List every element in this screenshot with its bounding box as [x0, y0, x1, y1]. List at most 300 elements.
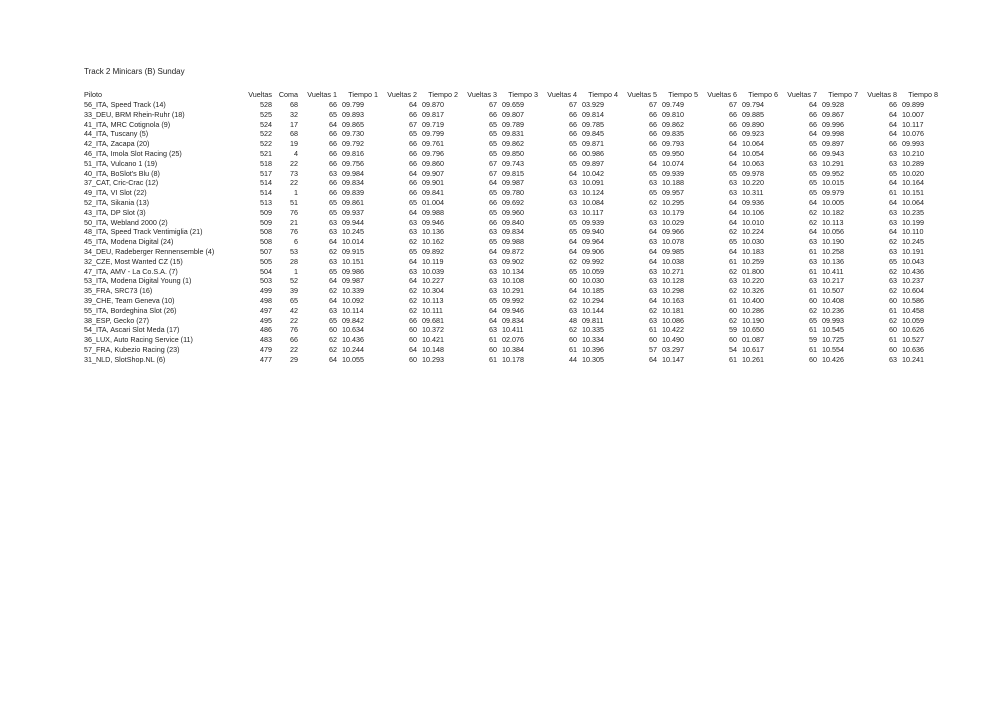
table-row [84, 267, 938, 277]
table-cell: 1 [294, 188, 298, 198]
table-cell: 10.078 [662, 237, 684, 247]
driver-name-cell: 32_CZE, Most Wanted CZ (15) [84, 256, 183, 266]
table-cell: 1 [294, 266, 298, 276]
table-cell: 10.294 [582, 295, 604, 305]
table-cell: 10.074 [662, 158, 684, 168]
table-cell: 09.986 [342, 266, 364, 276]
table-cell: 09.862 [502, 139, 524, 149]
table-cell: 64 [809, 197, 817, 207]
table-cell: 65 [809, 139, 817, 149]
table-cell: 66 [409, 109, 417, 119]
table-cell: 09.906 [582, 246, 604, 256]
table-cell: 22 [290, 315, 298, 325]
table-cell: 09.960 [502, 207, 524, 217]
driver-name-cell: 40_ITA, BoSlot's Blu (8) [84, 168, 160, 178]
table-cell: 60 [409, 335, 417, 345]
table-cell: 66 [569, 119, 577, 129]
table-cell: 66 [729, 109, 737, 119]
table-cell: 09.988 [502, 237, 524, 247]
table-cell: 64 [809, 227, 817, 237]
table-cell: 09.789 [502, 119, 524, 129]
table-cell: 10.064 [742, 139, 764, 149]
table-cell: 66 [729, 129, 737, 139]
table-cell: 66 [290, 335, 298, 345]
table-cell: 66 [489, 217, 497, 227]
table-cell: 09.944 [342, 217, 364, 227]
table-cell: 09.939 [662, 168, 684, 178]
table-cell: 09.814 [582, 109, 604, 119]
table-cell: 10.014 [342, 237, 364, 247]
table-cell: 10.326 [742, 286, 764, 296]
table-cell: 09.834 [502, 227, 524, 237]
table-cell: 63 [489, 276, 497, 286]
table-cell: 10.436 [902, 266, 924, 276]
table-cell: 63 [489, 325, 497, 335]
table-cell: 65 [489, 207, 497, 217]
table-cell: 09.865 [342, 119, 364, 129]
table-cell: 00.986 [582, 148, 604, 158]
table-cell: 62 [569, 256, 577, 266]
table-cell: 65 [649, 168, 657, 178]
table-cell: 66 [569, 148, 577, 158]
driver-name-cell: 39_CHE, Team Geneva (10) [84, 295, 175, 305]
table-row [84, 120, 938, 130]
column-header: Tiempo 1 [348, 90, 378, 99]
table-cell: 60 [569, 335, 577, 345]
table-cell: 65 [729, 168, 737, 178]
driver-name-cell: 42_ITA, Zacapa (20) [84, 139, 150, 149]
table-cell: 64 [649, 158, 657, 168]
table-cell: 10.291 [502, 286, 524, 296]
table-cell: 10.396 [582, 344, 604, 354]
table-row [84, 306, 938, 316]
table-cell: 02.076 [502, 335, 524, 345]
table-cell: 44 [569, 354, 577, 364]
table-cell: 09.940 [582, 227, 604, 237]
table-cell: 65 [889, 168, 897, 178]
table-cell: 63 [649, 315, 657, 325]
table-cell: 63 [489, 256, 497, 266]
table-cell: 09.780 [502, 188, 524, 198]
table-row [84, 198, 938, 208]
table-cell: 65 [290, 295, 298, 305]
table-cell: 10.220 [742, 276, 764, 286]
table-cell: 09.799 [422, 129, 444, 139]
table-row [84, 296, 938, 306]
table-cell: 09.992 [582, 256, 604, 266]
table-cell: 10.059 [582, 266, 604, 276]
table-cell: 09.785 [582, 119, 604, 129]
table-row [84, 100, 938, 110]
table-cell: 64 [329, 119, 337, 129]
table-cell: 09.897 [582, 158, 604, 168]
column-header: Coma [278, 90, 298, 99]
table-cell: 65 [569, 227, 577, 237]
table-cell: 10.411 [502, 325, 524, 335]
table-cell: 10.245 [902, 237, 924, 247]
table-cell: 10.059 [902, 315, 924, 325]
table-cell: 10.241 [902, 354, 924, 364]
table-cell: 61 [729, 295, 737, 305]
table-cell: 63 [889, 354, 897, 364]
table-row [84, 139, 938, 149]
table-cell: 64 [409, 168, 417, 178]
table-cell: 10.007 [902, 109, 924, 119]
table-cell: 60 [809, 295, 817, 305]
table-cell: 09.939 [582, 217, 604, 227]
table-cell: 09.936 [742, 197, 764, 207]
table-cell: 10.304 [422, 286, 444, 296]
table-cell: 63 [649, 266, 657, 276]
table-cell: 10.545 [822, 325, 844, 335]
table-row [84, 129, 938, 139]
table-cell: 10.190 [822, 237, 844, 247]
table-cell: 10.191 [902, 246, 924, 256]
table-cell: 09.952 [822, 168, 844, 178]
table-cell: 63 [809, 158, 817, 168]
table-cell: 10.163 [662, 295, 684, 305]
table-cell: 59 [729, 325, 737, 335]
table-cell: 01.800 [742, 266, 764, 276]
table-cell: 09.978 [742, 168, 764, 178]
driver-name-cell: 57_FRA, Kubezio Racing (23) [84, 344, 180, 354]
table-cell: 61 [809, 325, 817, 335]
table-cell: 65 [329, 197, 337, 207]
table-cell: 66 [409, 188, 417, 198]
column-header: Tiempo 4 [588, 90, 618, 99]
table-cell: 68 [290, 129, 298, 139]
table-cell: 10.188 [662, 178, 684, 188]
table-cell: 66 [649, 139, 657, 149]
column-header: Piloto [84, 90, 102, 99]
table-cell: 64 [409, 344, 417, 354]
table-cell: 09.907 [422, 168, 444, 178]
table-cell: 62 [729, 286, 737, 296]
table-cell: 63 [489, 286, 497, 296]
table-cell: 63 [809, 256, 817, 266]
table-cell: 64 [409, 100, 417, 109]
table-cell: 10.134 [502, 266, 524, 276]
table-cell: 10.148 [422, 344, 444, 354]
table-cell: 63 [649, 286, 657, 296]
table-cell: 67 [729, 100, 737, 109]
table-row [84, 178, 938, 188]
driver-name-cell: 53_ITA, Modena Digital Young (1) [84, 276, 192, 286]
table-cell: 09.998 [822, 129, 844, 139]
table-cell: 61 [569, 344, 577, 354]
table-cell: 60 [409, 354, 417, 364]
table-cell: 10.091 [582, 178, 604, 188]
table-cell: 21 [290, 217, 298, 227]
column-header: Tiempo 3 [508, 90, 538, 99]
table-cell: 63 [569, 178, 577, 188]
table-cell: 10.408 [822, 295, 844, 305]
table-cell: 09.937 [342, 207, 364, 217]
table-cell: 10.043 [902, 256, 924, 266]
table-cell: 10.372 [422, 325, 444, 335]
table-cell: 76 [290, 207, 298, 217]
table-cell: 495 [260, 315, 272, 325]
table-cell: 66 [409, 139, 417, 149]
table-cell: 60 [409, 325, 417, 335]
table-cell: 10.335 [582, 325, 604, 335]
table-cell: 10.458 [902, 305, 924, 315]
table-cell: 09.850 [502, 148, 524, 158]
table-cell: 64 [729, 217, 737, 227]
table-cell: 63 [809, 276, 817, 286]
table-cell: 65 [809, 168, 817, 178]
table-cell: 65 [569, 139, 577, 149]
table-cell: 64 [329, 237, 337, 247]
table-cell: 10.151 [342, 256, 364, 266]
table-cell: 09.834 [502, 315, 524, 325]
table-cell: 61 [489, 354, 497, 364]
table-cell: 10.220 [742, 178, 764, 188]
table-cell: 10.182 [822, 207, 844, 217]
table-cell: 52 [290, 276, 298, 286]
table-row [84, 218, 938, 228]
table-cell: 62 [569, 295, 577, 305]
table-cell: 09.839 [342, 188, 364, 198]
table-cell: 66 [409, 178, 417, 188]
table-cell: 521 [260, 148, 272, 158]
column-header: Vueltas 3 [467, 90, 497, 99]
table-row [84, 335, 938, 345]
results-sheet [84, 67, 938, 365]
table-cell: 09.811 [582, 315, 604, 325]
table-cell: 64 [889, 129, 897, 139]
table-cell: 09.796 [422, 148, 444, 158]
table-cell: 09.872 [502, 246, 524, 256]
table-cell: 09.860 [422, 158, 444, 168]
table-cell: 65 [409, 197, 417, 207]
table-cell: 65 [569, 217, 577, 227]
table-cell: 477 [260, 354, 272, 364]
driver-name-cell: 49_ITA, VI Slot (22) [84, 188, 147, 198]
table-cell: 66 [409, 158, 417, 168]
table-cell: 61 [809, 286, 817, 296]
table-cell: 65 [729, 237, 737, 247]
table-cell: 497 [260, 305, 272, 315]
column-header: Vueltas 2 [387, 90, 417, 99]
table-cell: 60 [569, 276, 577, 286]
table-cell: 10.020 [902, 168, 924, 178]
table-row [84, 325, 938, 335]
table-row [84, 286, 938, 296]
driver-name-cell: 38_ESP, Gecko (27) [84, 315, 149, 325]
table-cell: 60 [729, 305, 737, 315]
table-cell: 09.871 [582, 139, 604, 149]
table-cell: 62 [409, 295, 417, 305]
table-cell: 64 [489, 305, 497, 315]
table-cell: 10.210 [902, 148, 924, 158]
table-cell: 09.756 [342, 158, 364, 168]
table-cell: 09.807 [502, 109, 524, 119]
table-cell: 63 [649, 237, 657, 247]
table-row [84, 208, 938, 218]
table-cell: 64 [649, 227, 657, 237]
table-cell: 63 [809, 237, 817, 247]
table-cell: 64 [569, 237, 577, 247]
table-row [84, 110, 938, 120]
table-cell: 499 [260, 286, 272, 296]
table-row [84, 355, 938, 365]
table-cell: 10.010 [742, 217, 764, 227]
table-cell: 67 [489, 168, 497, 178]
table-cell: 10.113 [822, 217, 844, 227]
table-cell: 10.110 [902, 227, 924, 237]
table-cell: 10.063 [742, 158, 764, 168]
table-cell: 65 [329, 315, 337, 325]
table-cell: 65 [489, 139, 497, 149]
table-cell: 09.792 [342, 139, 364, 149]
table-cell: 09.964 [582, 237, 604, 247]
table-cell: 62 [889, 266, 897, 276]
table-cell: 504 [260, 266, 272, 276]
table-cell: 60 [809, 354, 817, 364]
table-cell: 22 [290, 178, 298, 188]
table-cell: 64 [569, 168, 577, 178]
table-cell: 483 [260, 335, 272, 345]
table-cell: 67 [489, 158, 497, 168]
table-cell: 10.064 [902, 197, 924, 207]
table-cell: 64 [729, 246, 737, 256]
table-cell: 63 [489, 227, 497, 237]
table-cell: 09.899 [902, 100, 924, 109]
table-cell: 09.749 [662, 100, 684, 109]
table-cell: 10.258 [822, 246, 844, 256]
table-cell: 63 [569, 305, 577, 315]
table-cell: 60 [889, 325, 897, 335]
table-cell: 10.295 [662, 197, 684, 207]
table-cell: 65 [889, 256, 897, 266]
table-cell: 10.217 [822, 276, 844, 286]
table-cell: 39 [290, 286, 298, 296]
table-cell: 10.106 [742, 207, 764, 217]
table-cell: 09.816 [342, 148, 364, 158]
table-cell: 10.271 [662, 266, 684, 276]
table-row [84, 276, 938, 286]
table-cell: 65 [489, 129, 497, 139]
table-cell: 63 [649, 207, 657, 217]
table-cell: 10.039 [422, 266, 444, 276]
table-cell: 66 [329, 148, 337, 158]
table-cell: 10.421 [422, 335, 444, 345]
table-cell: 4 [294, 148, 298, 158]
table-cell: 66 [809, 109, 817, 119]
table-cell: 64 [649, 256, 657, 266]
table-cell: 67 [649, 100, 657, 109]
table-cell: 66 [649, 109, 657, 119]
driver-name-cell: 43_ITA, DP Slot (3) [84, 207, 146, 217]
table-cell: 62 [409, 237, 417, 247]
table-cell: 64 [489, 246, 497, 256]
table-cell: 10.162 [422, 237, 444, 247]
table-cell: 64 [809, 129, 817, 139]
table-cell: 10.117 [902, 119, 924, 129]
table-cell: 514 [260, 188, 272, 198]
driver-name-cell: 50_ITA, Webland 2000 (2) [84, 217, 168, 227]
table-row [84, 227, 938, 237]
table-cell: 63 [409, 266, 417, 276]
table-cell: 64 [649, 295, 657, 305]
table-cell: 10.650 [742, 325, 764, 335]
table-cell: 10.411 [822, 266, 844, 276]
table-cell: 65 [489, 237, 497, 247]
table-cell: 10.128 [662, 276, 684, 286]
table-cell: 09.992 [502, 295, 524, 305]
table-cell: 10.626 [902, 325, 924, 335]
table-cell: 503 [260, 276, 272, 286]
table-cell: 10.030 [582, 276, 604, 286]
table-cell: 09.890 [742, 119, 764, 129]
table-cell: 66 [649, 119, 657, 129]
table-cell: 64 [729, 148, 737, 158]
table-cell: 51 [290, 197, 298, 207]
results-table [84, 89, 938, 365]
table-cell: 10.237 [902, 276, 924, 286]
table-cell: 62 [649, 305, 657, 315]
table-cell: 09.870 [422, 100, 444, 109]
table-cell: 64 [409, 276, 417, 286]
table-cell: 65 [809, 315, 817, 325]
table-cell: 61 [649, 325, 657, 335]
table-cell: 498 [260, 295, 272, 305]
table-cell: 63 [889, 148, 897, 158]
table-cell: 09.946 [422, 217, 444, 227]
table-cell: 62 [729, 315, 737, 325]
table-cell: 65 [409, 129, 417, 139]
table-cell: 65 [569, 158, 577, 168]
driver-name-cell: 54_ITA, Ascari Slot Meda (17) [84, 325, 180, 335]
table-cell: 09.817 [422, 109, 444, 119]
column-header: Vueltas [248, 90, 272, 99]
table-cell: 66 [329, 178, 337, 188]
table-row [84, 188, 938, 198]
table-cell: 01.087 [742, 335, 764, 345]
table-row [84, 316, 938, 326]
table-cell: 63 [889, 276, 897, 286]
table-cell: 65 [809, 178, 817, 188]
table-cell: 517 [260, 168, 272, 178]
table-cell: 10.291 [822, 158, 844, 168]
column-header: Vueltas 4 [547, 90, 577, 99]
column-header: Vueltas 6 [707, 90, 737, 99]
table-cell: 61 [729, 354, 737, 364]
table-cell: 09.993 [822, 315, 844, 325]
table-cell: 63 [729, 188, 737, 198]
table-cell: 66 [329, 129, 337, 139]
table-cell: 508 [260, 237, 272, 247]
table-cell: 09.681 [422, 315, 444, 325]
table-cell: 62 [329, 246, 337, 256]
table-cell: 09.993 [902, 139, 924, 149]
table-cell: 63 [649, 217, 657, 227]
table-cell: 64 [889, 119, 897, 129]
table-cell: 09.987 [502, 178, 524, 188]
table-cell: 63 [409, 217, 417, 227]
table-cell: 10.245 [342, 227, 364, 237]
table-cell: 63 [329, 305, 337, 315]
table-cell: 66 [809, 148, 817, 158]
table-cell: 6 [294, 237, 298, 247]
table-cell: 62 [889, 237, 897, 247]
table-cell: 10.244 [342, 344, 364, 354]
table-cell: 65 [489, 148, 497, 158]
driver-name-cell: 46_ITA, Imola Slot Racing (25) [84, 148, 182, 158]
table-cell: 63 [729, 276, 737, 286]
table-cell: 09.842 [342, 315, 364, 325]
